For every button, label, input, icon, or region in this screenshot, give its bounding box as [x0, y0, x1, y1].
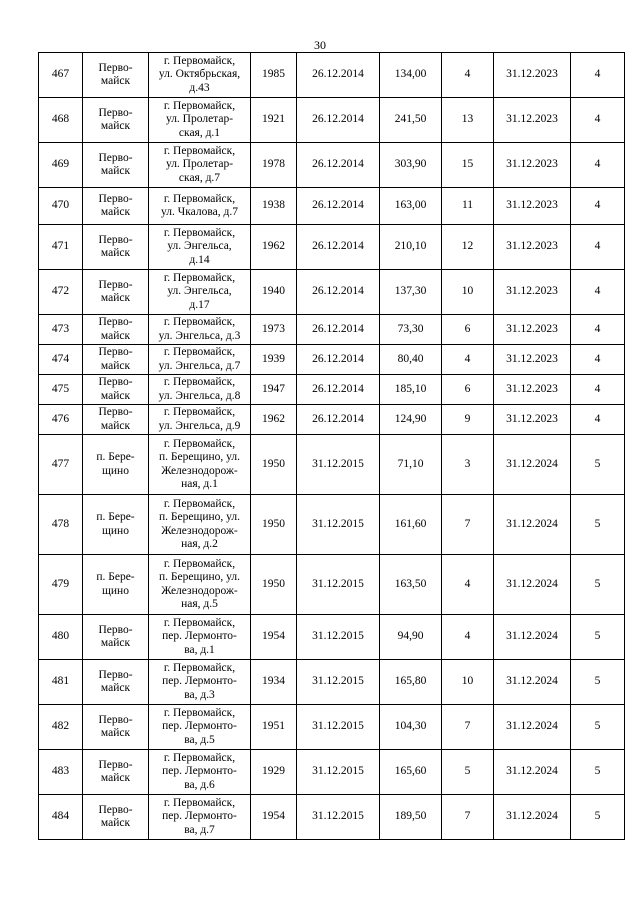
table-row [39, 188, 625, 225]
settlement-cell: п. Бере- щино [83, 555, 149, 615]
row-number-cell: 475 [39, 375, 83, 405]
row-number-cell: 484 [39, 795, 83, 840]
area-cell: 137,30 [380, 270, 442, 315]
row-number-cell: 478 [39, 495, 83, 555]
page-number: 30 [314, 38, 326, 52]
resettlement-deadline-cell: 31.12.2024 [494, 660, 571, 705]
table-row [39, 315, 625, 345]
resettlement-deadline-cell: 31.12.2023 [494, 225, 571, 270]
recognition-date-cell: 26.12.2014 [297, 143, 380, 188]
address-cell: г. Первомайск, пер. Лермонто- ва, д.1 [149, 615, 251, 660]
table-row [39, 225, 625, 270]
residents-count-cell: 5 [442, 750, 494, 795]
settlement-cell: Перво- майск [83, 225, 149, 270]
resettlement-deadline-cell: 31.12.2023 [494, 315, 571, 345]
area-cell: 241,50 [380, 98, 442, 143]
settlement-cell: Перво- майск [83, 143, 149, 188]
year-built-cell: 1962 [251, 405, 297, 435]
address-cell: г. Первомайск, п. Берещино, ул. Железнодорож- ная, д.2 [149, 495, 251, 555]
year-built-cell: 1929 [251, 750, 297, 795]
stage-cell: 4 [571, 225, 625, 270]
resettlement-deadline-cell: 31.12.2024 [494, 705, 571, 750]
stage-cell: 5 [571, 795, 625, 840]
resettlement-deadline-cell: 31.12.2023 [494, 188, 571, 225]
recognition-date-cell: 31.12.2015 [297, 495, 380, 555]
resettlement-deadline-cell: 31.12.2024 [494, 750, 571, 795]
housing-registry-table [38, 52, 625, 840]
year-built-cell: 1954 [251, 795, 297, 840]
stage-cell: 4 [571, 98, 625, 143]
resettlement-deadline-cell: 31.12.2024 [494, 555, 571, 615]
settlement-cell: Перво- майск [83, 53, 149, 98]
recognition-date-cell: 31.12.2015 [297, 555, 380, 615]
residents-count-cell: 6 [442, 375, 494, 405]
row-number-cell: 472 [39, 270, 83, 315]
area-cell: 163,00 [380, 188, 442, 225]
settlement-cell: Перво- майск [83, 750, 149, 795]
recognition-date-cell: 26.12.2014 [297, 270, 380, 315]
row-number-cell: 474 [39, 345, 83, 375]
address-cell: г. Первомайск, ул. Пролетар- ская, д.7 [149, 143, 251, 188]
settlement-cell: Перво- майск [83, 375, 149, 405]
settlement-cell: Перво- майск [83, 98, 149, 143]
table-row [39, 555, 625, 615]
year-built-cell: 1921 [251, 98, 297, 143]
table-row [39, 345, 625, 375]
address-cell: г. Первомайск, ул. Энгельса, д.7 [149, 345, 251, 375]
stage-cell: 4 [571, 405, 625, 435]
address-cell: г. Первомайск, ул. Энгельса, д.14 [149, 225, 251, 270]
area-cell: 94,90 [380, 615, 442, 660]
resettlement-deadline-cell: 31.12.2024 [494, 795, 571, 840]
year-built-cell: 1973 [251, 315, 297, 345]
area-cell: 165,60 [380, 750, 442, 795]
address-cell: г. Первомайск, п. Берещино, ул. Железнодорож- ная, д.1 [149, 435, 251, 495]
address-cell: г. Первомайск, пер. Лермонто- ва, д.6 [149, 750, 251, 795]
settlement-cell: Перво- майск [83, 345, 149, 375]
resettlement-deadline-cell: 31.12.2023 [494, 98, 571, 143]
stage-cell: 5 [571, 435, 625, 495]
address-cell: г. Первомайск, ул. Энгельса, д.8 [149, 375, 251, 405]
stage-cell: 4 [571, 188, 625, 225]
stage-cell: 5 [571, 750, 625, 795]
residents-count-cell: 15 [442, 143, 494, 188]
address-cell: г. Первомайск, ул. Энгельса, д.17 [149, 270, 251, 315]
recognition-date-cell: 26.12.2014 [297, 53, 380, 98]
row-number-cell: 481 [39, 660, 83, 705]
area-cell: 71,10 [380, 435, 442, 495]
resettlement-deadline-cell: 31.12.2023 [494, 345, 571, 375]
area-cell: 163,50 [380, 555, 442, 615]
table-row [39, 375, 625, 405]
residents-count-cell: 3 [442, 435, 494, 495]
address-cell: г. Первомайск, ул. Энгельса, д.9 [149, 405, 251, 435]
year-built-cell: 1934 [251, 660, 297, 705]
address-cell: г. Первомайск, п. Берещино, ул. Железнодорож- ная, д.5 [149, 555, 251, 615]
settlement-cell: п. Бере- щино [83, 495, 149, 555]
table-row [39, 615, 625, 660]
settlement-cell: Перво- майск [83, 795, 149, 840]
residents-count-cell: 13 [442, 98, 494, 143]
address-cell: г. Первомайск, пер. Лермонто- ва, д.7 [149, 795, 251, 840]
stage-cell: 4 [571, 53, 625, 98]
recognition-date-cell: 31.12.2015 [297, 705, 380, 750]
residents-count-cell: 9 [442, 405, 494, 435]
address-cell: г. Первомайск, ул. Октябрьская, д.43 [149, 53, 251, 98]
year-built-cell: 1938 [251, 188, 297, 225]
residents-count-cell: 7 [442, 495, 494, 555]
recognition-date-cell: 31.12.2015 [297, 750, 380, 795]
year-built-cell: 1947 [251, 375, 297, 405]
recognition-date-cell: 26.12.2014 [297, 188, 380, 225]
residents-count-cell: 10 [442, 660, 494, 705]
stage-cell: 4 [571, 143, 625, 188]
area-cell: 124,90 [380, 405, 442, 435]
settlement-cell: Перво- майск [83, 405, 149, 435]
settlement-cell: Перво- майск [83, 705, 149, 750]
table-row [39, 435, 625, 495]
resettlement-deadline-cell: 31.12.2023 [494, 143, 571, 188]
resettlement-deadline-cell: 31.12.2023 [494, 405, 571, 435]
address-cell: г. Первомайск, ул. Чкалова, д.7 [149, 188, 251, 225]
recognition-date-cell: 26.12.2014 [297, 315, 380, 345]
residents-count-cell: 10 [442, 270, 494, 315]
row-number-cell: 473 [39, 315, 83, 345]
resettlement-deadline-cell: 31.12.2023 [494, 53, 571, 98]
resettlement-deadline-cell: 31.12.2024 [494, 495, 571, 555]
recognition-date-cell: 31.12.2015 [297, 795, 380, 840]
address-cell: г. Первомайск, пер. Лермонто- ва, д.3 [149, 660, 251, 705]
recognition-date-cell: 31.12.2015 [297, 615, 380, 660]
row-number-cell: 467 [39, 53, 83, 98]
stage-cell: 4 [571, 270, 625, 315]
year-built-cell: 1950 [251, 555, 297, 615]
recognition-date-cell: 31.12.2015 [297, 435, 380, 495]
table-row [39, 143, 625, 188]
resettlement-deadline-cell: 31.12.2024 [494, 615, 571, 660]
stage-cell: 5 [571, 615, 625, 660]
residents-count-cell: 6 [442, 315, 494, 345]
table-row [39, 660, 625, 705]
row-number-cell: 476 [39, 405, 83, 435]
row-number-cell: 480 [39, 615, 83, 660]
row-number-cell: 469 [39, 143, 83, 188]
row-number-cell: 468 [39, 98, 83, 143]
row-number-cell: 470 [39, 188, 83, 225]
area-cell: 73,30 [380, 315, 442, 345]
recognition-date-cell: 26.12.2014 [297, 225, 380, 270]
area-cell: 80,40 [380, 345, 442, 375]
area-cell: 104,30 [380, 705, 442, 750]
area-cell: 210,10 [380, 225, 442, 270]
stage-cell: 4 [571, 375, 625, 405]
year-built-cell: 1940 [251, 270, 297, 315]
stage-cell: 4 [571, 315, 625, 345]
residents-count-cell: 4 [442, 345, 494, 375]
residents-count-cell: 4 [442, 53, 494, 98]
resettlement-deadline-cell: 31.12.2024 [494, 435, 571, 495]
area-cell: 161,60 [380, 495, 442, 555]
table-row [39, 705, 625, 750]
residents-count-cell: 4 [442, 555, 494, 615]
area-cell: 189,50 [380, 795, 442, 840]
address-cell: г. Первомайск, ул. Пролетар- ская, д.1 [149, 98, 251, 143]
table-row [39, 495, 625, 555]
table-row [39, 750, 625, 795]
residents-count-cell: 7 [442, 795, 494, 840]
settlement-cell: Перво- майск [83, 660, 149, 705]
year-built-cell: 1985 [251, 53, 297, 98]
settlement-cell: Перво- майск [83, 315, 149, 345]
resettlement-deadline-cell: 31.12.2023 [494, 375, 571, 405]
stage-cell: 4 [571, 345, 625, 375]
year-built-cell: 1951 [251, 705, 297, 750]
recognition-date-cell: 26.12.2014 [297, 98, 380, 143]
year-built-cell: 1950 [251, 435, 297, 495]
row-number-cell: 483 [39, 750, 83, 795]
recognition-date-cell: 26.12.2014 [297, 375, 380, 405]
area-cell: 134,00 [380, 53, 442, 98]
row-number-cell: 471 [39, 225, 83, 270]
table-row [39, 405, 625, 435]
table-row [39, 98, 625, 143]
residents-count-cell: 12 [442, 225, 494, 270]
residents-count-cell: 4 [442, 615, 494, 660]
settlement-cell: Перво- майск [83, 188, 149, 225]
recognition-date-cell: 31.12.2015 [297, 660, 380, 705]
area-cell: 303,90 [380, 143, 442, 188]
table-row [39, 795, 625, 840]
stage-cell: 5 [571, 705, 625, 750]
address-cell: г. Первомайск, пер. Лермонто- ва, д.5 [149, 705, 251, 750]
address-cell: г. Первомайск, ул. Энгельса, д.3 [149, 315, 251, 345]
year-built-cell: 1954 [251, 615, 297, 660]
recognition-date-cell: 26.12.2014 [297, 405, 380, 435]
recognition-date-cell: 26.12.2014 [297, 345, 380, 375]
year-built-cell: 1978 [251, 143, 297, 188]
residents-count-cell: 7 [442, 705, 494, 750]
year-built-cell: 1962 [251, 225, 297, 270]
settlement-cell: Перво- майск [83, 615, 149, 660]
table-row [39, 270, 625, 315]
year-built-cell: 1950 [251, 495, 297, 555]
settlement-cell: Перво- майск [83, 270, 149, 315]
residents-count-cell: 11 [442, 188, 494, 225]
year-built-cell: 1939 [251, 345, 297, 375]
area-cell: 185,10 [380, 375, 442, 405]
area-cell: 165,80 [380, 660, 442, 705]
settlement-cell: п. Бере- щино [83, 435, 149, 495]
row-number-cell: 482 [39, 705, 83, 750]
table-body [39, 53, 625, 840]
resettlement-deadline-cell: 31.12.2023 [494, 270, 571, 315]
stage-cell: 5 [571, 495, 625, 555]
stage-cell: 5 [571, 660, 625, 705]
stage-cell: 5 [571, 555, 625, 615]
row-number-cell: 479 [39, 555, 83, 615]
table-row [39, 53, 625, 98]
row-number-cell: 477 [39, 435, 83, 495]
